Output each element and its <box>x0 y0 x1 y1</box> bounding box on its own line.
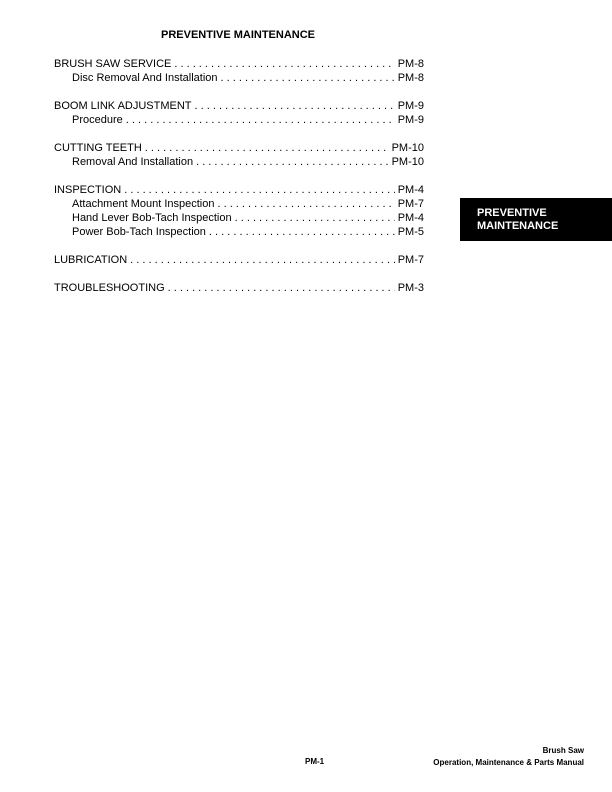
toc-subentry-page: PM-9 <box>397 114 424 126</box>
toc-entry-page: PM-9 <box>397 100 424 112</box>
dot-leader <box>217 197 394 211</box>
dot-leader <box>209 225 395 239</box>
toc-subentry-label: Attachment Mount Inspection <box>72 198 215 210</box>
toc-subentry-label: Removal And Installation <box>72 156 194 168</box>
section-tab-line2: MAINTENANCE <box>477 220 559 232</box>
toc-entry[interactable] <box>54 253 424 267</box>
toc-entry-label: LUBRICATION <box>54 254 128 266</box>
toc-subentry-label: Procedure <box>72 114 123 126</box>
toc-subentry-label: Disc Removal And Installation <box>72 72 218 84</box>
toc-entry-page: PM-8 <box>397 58 424 70</box>
toc-section <box>54 57 424 85</box>
toc-subentry[interactable] <box>54 197 424 211</box>
toc-subentry-page: PM-10 <box>391 156 424 168</box>
table-of-contents <box>54 57 424 309</box>
toc-subentry-page: PM-8 <box>397 72 424 84</box>
dot-leader <box>126 113 395 127</box>
toc-subentry-page: PM-5 <box>397 226 424 238</box>
footer-manual-line1: Brush Saw <box>542 746 584 755</box>
toc-subentry-label: Power Bob-Tach Inspection <box>72 226 206 238</box>
toc-subentry[interactable] <box>54 225 424 239</box>
toc-entry[interactable] <box>54 57 424 71</box>
toc-entry-page: PM-7 <box>397 254 424 266</box>
toc-entry-label: INSPECTION <box>54 184 122 196</box>
toc-entry-label: BRUSH SAW SERVICE <box>54 58 172 70</box>
dot-leader <box>196 155 389 169</box>
section-tab <box>460 198 612 241</box>
toc-subentry[interactable] <box>54 71 424 85</box>
toc-subentry[interactable] <box>54 155 424 169</box>
toc-section <box>54 253 424 267</box>
toc-entry-page: PM-4 <box>397 184 424 196</box>
footer-manual-line2: Operation, Maintenance & Parts Manual <box>433 758 584 767</box>
section-tab-line1: PREVENTIVE <box>477 207 547 219</box>
toc-entry-page: PM-3 <box>397 282 424 294</box>
toc-entry[interactable] <box>54 99 424 113</box>
footer-page-number: PM-1 <box>305 757 325 766</box>
dot-leader <box>174 57 394 71</box>
toc-section <box>54 141 424 169</box>
toc-entry-label: BOOM LINK ADJUSTMENT <box>54 100 192 112</box>
dot-leader <box>130 253 395 267</box>
dot-leader <box>168 281 395 295</box>
dot-leader <box>195 99 395 113</box>
dot-leader <box>145 141 389 155</box>
toc-subentry-page: PM-7 <box>397 198 424 210</box>
dot-leader <box>235 211 395 225</box>
toc-entry-label: CUTTING TEETH <box>54 142 142 154</box>
toc-entry[interactable] <box>54 281 424 295</box>
toc-entry-page: PM-10 <box>391 142 424 154</box>
toc-subentry-label: Hand Lever Bob-Tach Inspection <box>72 212 232 224</box>
toc-section <box>54 281 424 295</box>
toc-subentry-page: PM-4 <box>397 212 424 224</box>
toc-entry[interactable] <box>54 141 424 155</box>
dot-leader <box>124 183 394 197</box>
toc-subentry[interactable] <box>54 211 424 225</box>
toc-entry[interactable] <box>54 183 424 197</box>
dot-leader <box>221 71 395 85</box>
toc-entry-label: TROUBLESHOOTING <box>54 282 165 294</box>
toc-section <box>54 183 424 239</box>
footer-manual-title <box>433 745 584 769</box>
toc-section <box>54 99 424 127</box>
page-title: PREVENTIVE MAINTENANCE <box>160 29 316 41</box>
toc-subentry[interactable] <box>54 113 424 127</box>
